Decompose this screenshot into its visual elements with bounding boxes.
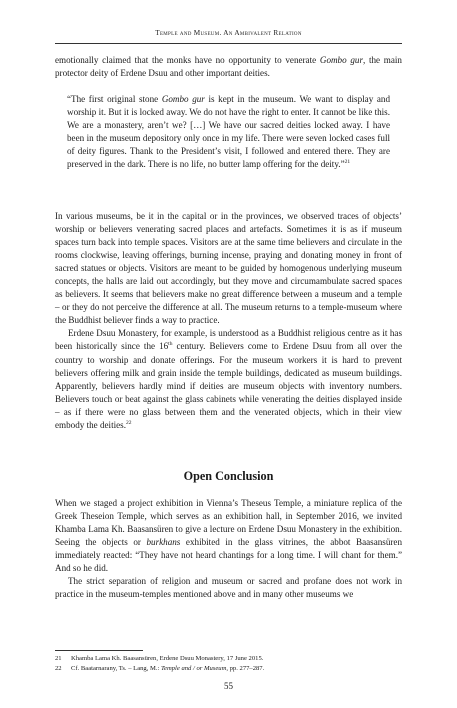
footnote-rule [55,650,143,651]
conclusion-section [55,497,402,601]
header-rule [55,43,402,44]
paragraph-final: The strict separation of religion and museum or sacred and profane does not work in practice in the museum-temples mentioned above and in many other museums we [55,576,402,600]
footnote-21: 21 Khamba Lama Kh. Baasansüren, Erdene Dsuu Monastery, 17 June 2015. [55,655,264,662]
paragraph-conclusion: When we staged a project exhibition in Vienna’s Theseus Temple, a miniature replica of the Greek Theseion Temple, which serves as an exhibition hall, in September 2016, we invited Khamba Lama Kh. Baasansüren to give a lecture on Erdene Dsuu Monastery in the exhibition. Seeing the objects or burkhans exhibited in the glass vitrines, the abbot Baasansüren immediately reacted: “They have not heard chantings for a long time. I will chant for them.” And so he did. [55,498,402,574]
footnotes [55,654,402,673]
footnote-22: 22 Cf. Baatarnarany, Ts. – Lang, M.: Temple and / or Museum, pp. 277–287. [55,664,265,672]
body-section [55,210,402,432]
block-quote: “The first original stone Gombo gur is kept in the museum. We want to display and worship it. But it is locked away. We do not have the right to enter. It cannot be like this. We are a monastery, aren’t we? […] We have our sacred deities locked away. I have been in the museum depository only once in my life. There were seven locked cases full of deity figures. Thank to the President’s visit, I followed and entered there. They are preserved in the dark. There is no life, no butter lamp offering for the deity.”$^{21}$ [67,94,390,170]
paragraph-erdene-dsuu: Erdene Dsuu Monastery, for example, is understood as a Buddhist religious centre as it has been historically since the 16th century. Believers come to Erdene Dsuu from all over the country to worship and donate offerings. For the museum workers it is hard to prevent believers offering milk and grain inside the temple buildings, dedicated as museum buildings. Apparently, believers hardly mind if deities are museum objects with inventory numbers. Believers touch or beat against the glass cabinets while venerating the deities displayed inside – as if there were no glass between them and the venerated objects, which in their view embody the deities.$^{22}$ [55,328,402,430]
section-heading: Open Conclusion [183,469,274,483]
page-number: 55 [224,681,233,691]
footnote-ref-22: 22 [125,419,132,426]
paragraph-museums: In various museums, be it in the capital or in the provinces, we observed traces of objects’ worship or believers venerating sacred places and artefacts. Sometimes it is as if museum spaces turn back into temple spaces. Visitors are at the same time believers and circulate in the rooms clockwise, leaving offerings, burning incense, praying and donating money in front of sacred statues or objects. Visitors are meant to be guided by homogenous underlying museum concepts, the halls are laid out accordingly, but they move and circumambulate sacred spaces as believers. It seems that believers make no great difference between a museum and a temple – or they do not perceive the difference at all. The museum returns to a temple-museum where the Buddhist believer finds a way to practice. [55,211,402,326]
running-header: Temple and Museum. An Ambivalent Relation [155,29,302,37]
footnote-ref-21: 21 [344,159,351,166]
paragraph-intro: emotionally claimed that the monks have no opportunity to venerate Gombo gur, the main protector deity of Erdene Dsuu and other important deities. [55,55,402,79]
